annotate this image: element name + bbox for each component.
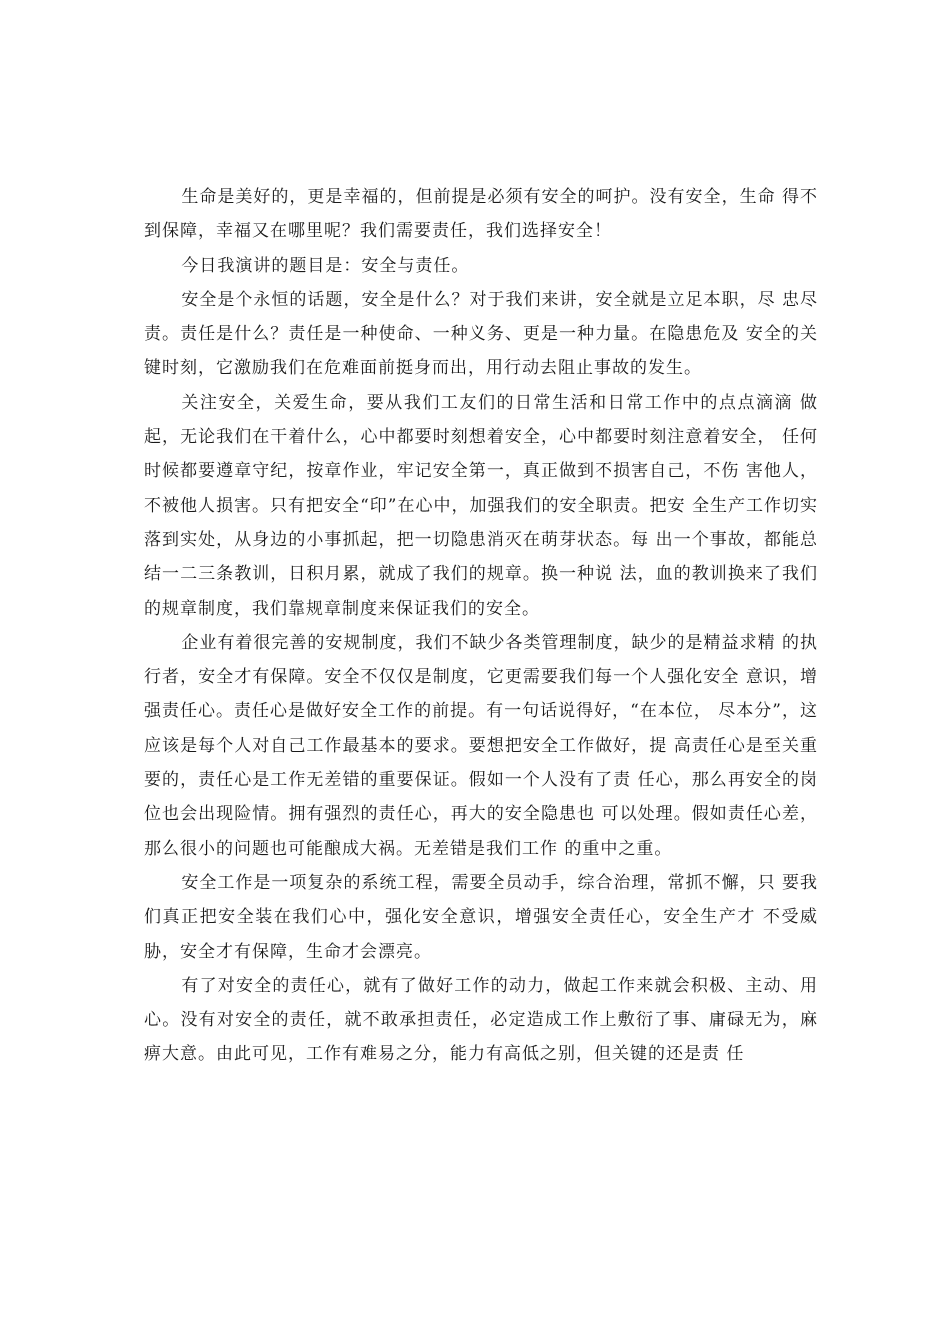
document-body <box>144 180 818 1072</box>
paragraph-3: 安全是个永恒的话题，安全是什么？对于我们来讲，安全就是立足本职，尽 忠尽责。责任是什么？责任是一种使命、一种义务、更是一种力量。在隐患危及 安全的关键时刻，它激励我们在危难面前挺身而出，用行动去阻止事故的发生。 <box>144 289 818 379</box>
paragraph-7: 有了对安全的责任心，就有了做好工作的动力，做起工作来就会积极、主动、用心。没有对安全的责任，就不敢承担责任，必定造成工作上敷衍了事、庸碌无为，麻痹大意。由此可见，工作有难易之分，能力有高低之别，但关键的还是责 任 <box>144 975 818 1065</box>
paragraph-6: 安全工作是一项复杂的系统工程，需要全员动手，综合治理，常抓不懈，只 要我们真正把安全装在我们心中，强化安全意识，增强安全责任心，安全生产才 不受威胁，安全才有保障，生命才会漂亮。 <box>144 872 818 962</box>
paragraph-2: 今日我演讲的题目是：安全与责任。 <box>181 255 470 276</box>
paragraph-4: 关注安全，关爱生命，要从我们工友们的日常生活和日常工作中的点点滴滴 做起，无论我们在干着什么，心中都要时刻想着安全，心中都要时刻注意着安全， 任何时候都要遵章守纪，按章作业，牢记安全第一，真正做到不损害自己，不伤 害他人，不被他人损害。只有把安全“印”在心中，加强我们的安全职责。把安 全生产工作切实落到实处，从身边的小事抓起，把一切隐患消灭在萌芽状态。每 出一个事故，都能总结一二三条教训，日积月累，就成了我们的规章。换一种说 法，血的教训换来了我们的规章制度，我们靠规章制度来保证我们的安全。 <box>144 392 818 619</box>
paragraph-5: 企业有着很完善的安规制度，我们不缺少各类管理制度，缺少的是精益求精 的执行者，安全才有保障。安全不仅仅是制度，它更需要我们每一个人强化安全 意识，增强责任心。责任心是做好安全工作的前提。有一句话说得好，“在本位， 尽本分”，这应该是每个人对自己工作最基本的要求。要想把安全工作做好，提 高责任心是至关重要的，责任心是工作无差错的重要保证。假如一个人没有了责 任心，那么再安全的岗位也会出现险情。拥有强烈的责任心，再大的安全隐患也 可以处理。假如责任心差，那么很小的问题也可能酿成大祸。无差错是我们工作 的重中之重。 <box>144 632 818 859</box>
paragraph-1: 生命是美好的，更是幸福的，但前提是必须有安全的呵护。没有安全，生命 得不到保障，幸福又在哪里呢？我们需要责任，我们选择安全！ <box>144 187 818 242</box>
